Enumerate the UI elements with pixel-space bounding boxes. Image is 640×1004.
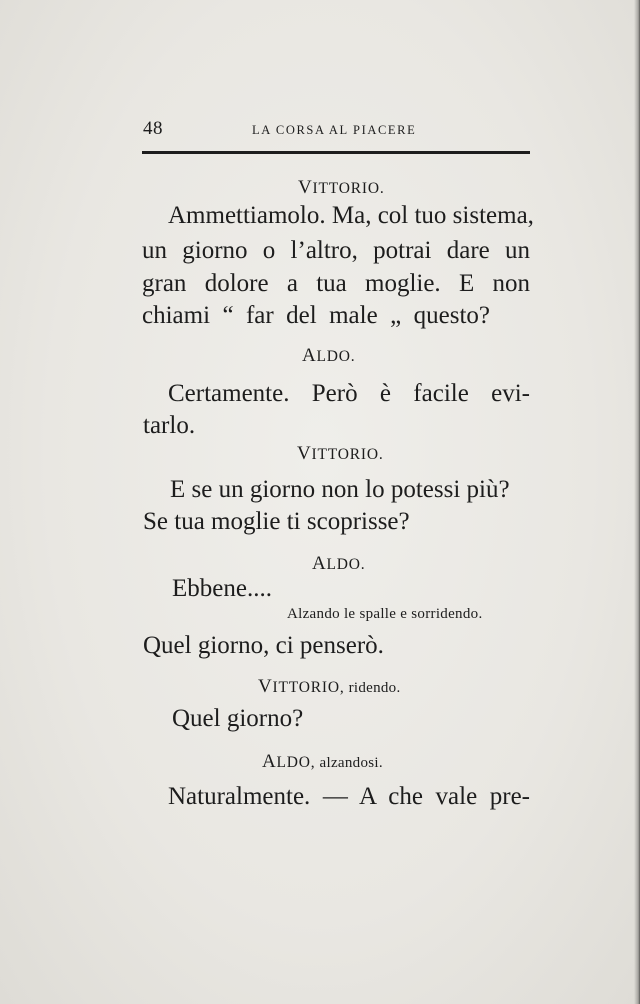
speaker-label: ALDO, alzandosi. xyxy=(262,751,383,772)
page-edge-shadow xyxy=(634,0,640,1004)
page-number: 48 xyxy=(143,118,163,139)
dialogue-line: gran dolore a tua moglie. E non xyxy=(142,270,530,297)
dialogue-line: Quel giorno? xyxy=(172,705,304,732)
dialogue-line: tarlo. xyxy=(143,412,196,439)
speaker-label: VITTORIO. xyxy=(298,177,385,198)
dialogue-line: Certamente. Però è facile evi- xyxy=(168,380,530,407)
dialogue-line: E se un giorno non lo potessi più? xyxy=(170,476,510,503)
dialogue-line: un giorno o l’altro, potrai dare un xyxy=(142,237,530,264)
header-rule xyxy=(142,151,530,154)
speaker-label: ALDO. xyxy=(302,345,356,366)
running-head xyxy=(140,118,530,142)
dialogue-line: Se tua moglie ti scoprisse? xyxy=(143,508,410,535)
dialogue-line: Quel giorno, ci penserò. xyxy=(143,632,384,659)
speaker-label: VITTORIO, ridendo. xyxy=(258,676,401,697)
dialogue-line: chiami “ far del male „ questo? xyxy=(142,302,490,329)
dialogue-line: Naturalmente. — A che vale pre- xyxy=(168,783,530,810)
stage-direction: Alzando le spalle e sorridendo. xyxy=(287,606,483,622)
speaker-label: ALDO. xyxy=(312,553,366,574)
dialogue-line: Ammettiamolo. Ma, col tuo sistema, xyxy=(168,202,534,229)
running-title: LA CORSA AL PIACERE xyxy=(252,123,417,137)
speaker-label: VITTORIO. xyxy=(297,443,384,464)
dialogue-line: Ebbene.... xyxy=(172,575,272,602)
